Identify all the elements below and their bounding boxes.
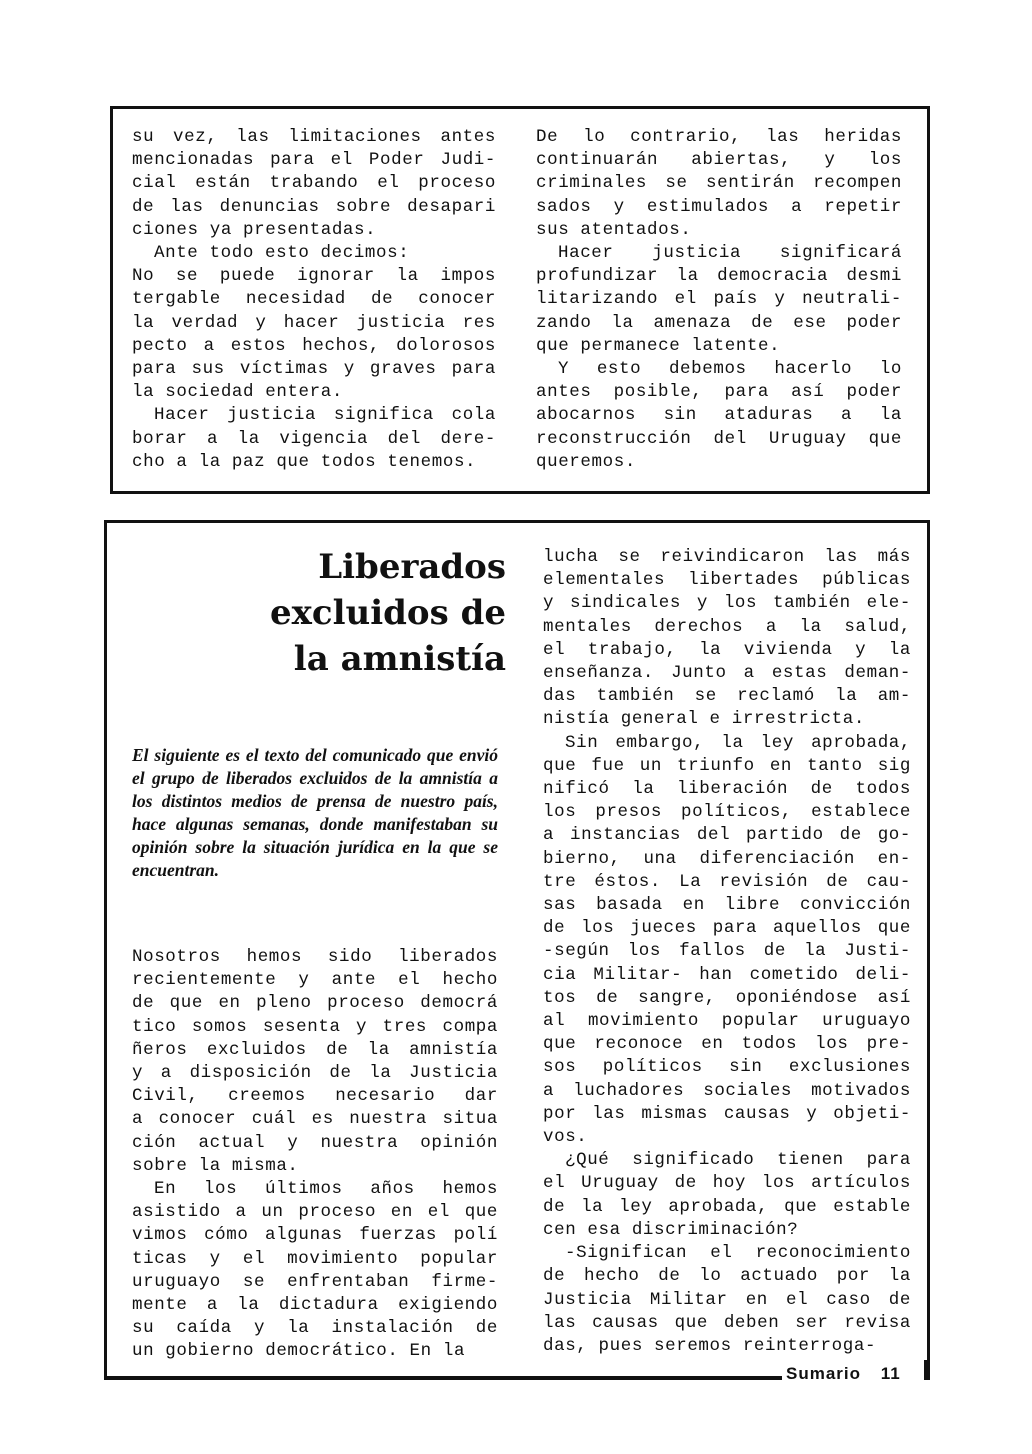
text-line: recientemente y ante el hecho xyxy=(132,970,498,991)
title-line: Liberados xyxy=(318,547,506,587)
text-line: Y esto debemos hacerlo lo xyxy=(558,359,902,380)
text-line: cho a la paz que todos tenemos. xyxy=(132,451,477,472)
text-line: de las denuncias sobre desapari xyxy=(132,196,496,217)
text-line: Sin embargo, la ley aprobada, xyxy=(565,732,911,753)
text-line: sados y estimulados a repetir xyxy=(536,196,902,217)
text-line: de los jueces para aquellos que xyxy=(543,918,911,939)
text-line: sos políticos sin exclusiones xyxy=(543,1057,911,1078)
text-line: el trabajo, la vivienda y la xyxy=(543,639,911,660)
text-line: -Significan el reconocimiento xyxy=(565,1243,911,1264)
text-line: nistía general e irrestricta. xyxy=(543,709,865,730)
text-line: uruguayo se enfrentaban firme- xyxy=(132,1271,498,1292)
text-line: mencionadas para el Poder Judi- xyxy=(132,150,496,171)
text-line: mente a la dictadura exigiendo xyxy=(132,1295,498,1316)
text-line: asistido a un proceso en el que xyxy=(132,1202,498,1223)
section-name: Sumario xyxy=(786,1364,862,1383)
text-line: tos de sangre, oponiéndose así xyxy=(543,987,911,1008)
article-title xyxy=(220,544,506,682)
article-right-column xyxy=(543,546,911,1358)
text-line: queremos. xyxy=(536,451,636,472)
footer-rule xyxy=(104,1376,782,1380)
text-line: enseñanza. Junto a estas deman- xyxy=(543,663,911,684)
text-line: Nosotros hemos sido liberados xyxy=(132,947,498,967)
text-line: ticas y el movimiento popular xyxy=(132,1248,498,1269)
text-line: su vez, las limitaciones antes xyxy=(132,127,496,147)
text-line: y a disposición de la Justicia xyxy=(132,1063,498,1084)
text-line: que reconoce en todos los pre- xyxy=(543,1034,911,1055)
text-line: En los últimos años hemos xyxy=(154,1179,498,1200)
text-line: De lo contrario, las heridas xyxy=(536,127,902,147)
text-line: pecto a estos hechos, dolorosos xyxy=(132,335,496,356)
text-line: tico somos sesenta y tres compa xyxy=(132,1016,498,1037)
text-line: sobre la misma. xyxy=(132,1155,299,1176)
text-line: Ante todo esto decimos: xyxy=(154,243,410,264)
text-line: mentales derechos a la salud, xyxy=(543,616,911,637)
top-right-column xyxy=(536,126,902,474)
text-line: tre éstos. La revisión de cau- xyxy=(543,871,911,892)
text-line: para sus víctimas y graves para xyxy=(132,359,496,380)
text-line: las causas que deben ser revisa xyxy=(543,1312,911,1333)
text-line: sas basada en libre convicción xyxy=(543,895,911,916)
text-line: ción actual y nuestra opinión xyxy=(132,1132,498,1153)
text-line: a instancias del partido de go- xyxy=(543,825,911,846)
text-line: zando la amenaza de ese poder xyxy=(536,312,902,333)
article-intro: El siguiente es el texto del comunicado que envió el grupo de liberados excluidos de la amnistía a los distintos medios de prensa de nuestro país, hace algunas semanas, donde manifestaban su opinión sobre la situación jurídica en la que se encuentran. xyxy=(132,745,498,880)
text-line: ñeros excluidos de la amnistía xyxy=(132,1039,498,1060)
text-line: cen esa discriminación? xyxy=(543,1219,799,1240)
text-line: profundizar la democracia desmi xyxy=(536,266,902,287)
title-line: excluidos de xyxy=(270,593,506,633)
text-line: sus atentados. xyxy=(536,219,692,240)
text-line: bierno, una diferenciación en- xyxy=(543,848,911,869)
text-line: nificó la liberación de todos xyxy=(543,779,911,800)
text-line: continuarán abiertas, y los xyxy=(536,150,902,171)
text-line: y sindicales y los también ele- xyxy=(543,593,911,614)
text-line: al movimiento popular uruguayo xyxy=(543,1011,911,1032)
footer-label xyxy=(786,1364,901,1384)
text-line: vimos cómo algunas fuerzas polí xyxy=(132,1225,498,1246)
page-number: 11 xyxy=(880,1364,901,1383)
text-line: Justicia Militar en el caso de xyxy=(543,1289,911,1310)
article-left-column xyxy=(132,946,498,1364)
text-line: vos. xyxy=(543,1127,588,1148)
text-line: a conocer cuál es nuestra situa xyxy=(132,1109,498,1130)
text-line: antes posible, para así poder xyxy=(536,382,902,403)
text-line: Hacer justicia significará xyxy=(558,243,902,264)
text-line: que fue un triunfo en tanto sig xyxy=(543,755,911,776)
text-line: elementales libertades públicas xyxy=(543,570,911,591)
text-line: criminales se sentirán recompen xyxy=(536,173,902,194)
text-line: por las mismas causas y objeti- xyxy=(543,1103,911,1124)
text-line: de que en pleno proceso democrá xyxy=(132,993,498,1014)
text-line: su caída y la instalación de xyxy=(132,1318,498,1339)
text-line: ciones ya presentadas. xyxy=(132,219,377,240)
text-line: -según los fallos de la Justi- xyxy=(543,941,911,962)
text-line: abocarnos sin ataduras a la xyxy=(536,405,902,426)
text-line: litarizando el país y neutrali- xyxy=(536,289,902,310)
title-line: la amnistía xyxy=(293,639,506,679)
text-line: No se puede ignorar la impos xyxy=(132,266,496,287)
text-line: borar a la vigencia del dere- xyxy=(132,428,496,449)
text-line: los presos políticos, establece xyxy=(543,802,911,823)
text-line: cial están trabando el proceso xyxy=(132,173,496,194)
text-line: la sociedad entera. xyxy=(132,382,343,403)
text-line: que permanece latente. xyxy=(536,335,781,356)
text-line: un gobierno democrático. En la xyxy=(132,1341,466,1362)
text-line: das también se reclamó la am- xyxy=(543,686,911,707)
text-line: el Uruguay de hoy los artículos xyxy=(543,1173,911,1194)
text-line: das, pues seremos reinterroga- xyxy=(543,1335,877,1356)
text-line: de hecho de lo actuado por la xyxy=(543,1266,911,1287)
text-line: de la ley aprobada, que estable xyxy=(543,1196,911,1217)
top-left-column xyxy=(132,126,496,474)
text-line: ¿Qué significado tienen para xyxy=(565,1150,911,1171)
text-line: la verdad y hacer justicia res xyxy=(132,312,496,333)
text-line: tergable necesidad de conocer xyxy=(132,289,496,310)
text-line: reconstrucción del Uruguay que xyxy=(536,428,902,449)
text-line: Civil, creemos necesario dar xyxy=(132,1086,498,1107)
text-line: cia Militar- han cometido deli- xyxy=(543,964,911,985)
footer-tick xyxy=(924,1360,928,1380)
text-line: Hacer justicia significa cola xyxy=(154,405,496,426)
text-line: a luchadores sociales motivados xyxy=(543,1080,911,1101)
text-line: lucha se reivindicaron las más xyxy=(543,547,911,567)
